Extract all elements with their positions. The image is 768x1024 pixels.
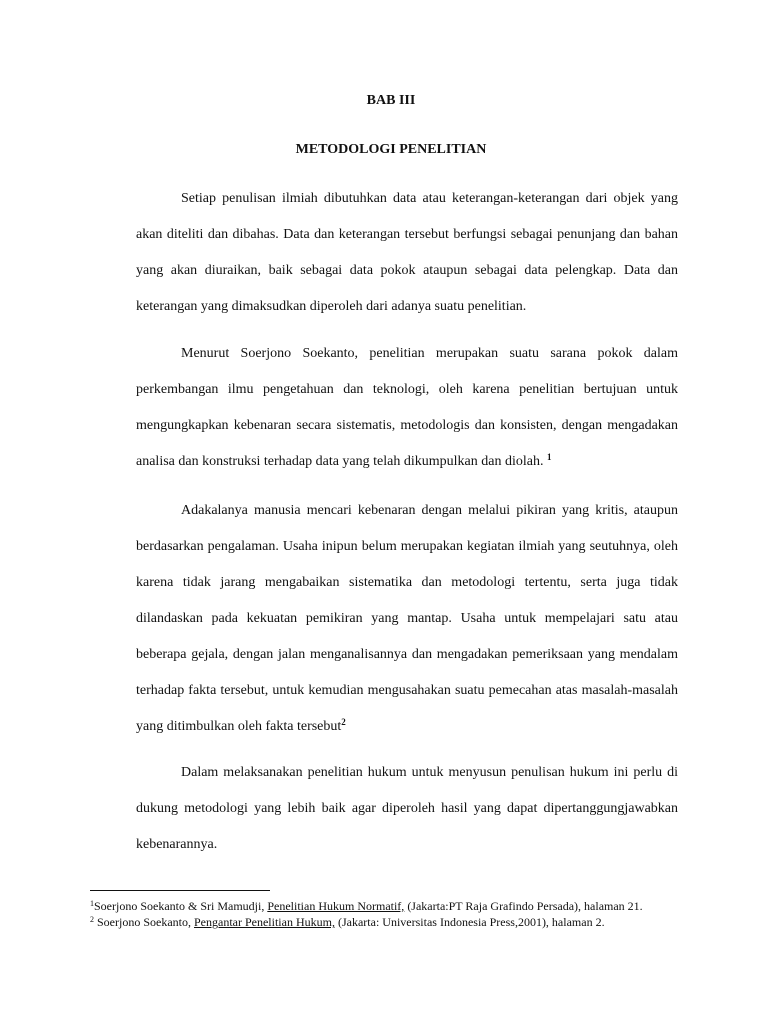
footnote-text: (Jakarta:PT Raja Grafindo Persada), halaman 21. (404, 899, 643, 913)
paragraph (136, 493, 678, 745)
footnote-book-title: Pengantar Penelitian Hukum, (194, 915, 335, 929)
footnote-1 (90, 898, 710, 914)
footnotes (90, 872, 710, 930)
footnote-spacer (90, 872, 710, 898)
footnote-reference[interactable]: 1 (546, 452, 552, 462)
footnote-2 (90, 914, 710, 930)
footnote-marker: 1 (90, 899, 94, 908)
footnote-reference[interactable]: 2 (341, 717, 346, 727)
footnote-text: Soerjono Soekanto & Sri Mamudji, (94, 899, 268, 913)
paragraph-text: Adakalanya manusia mencari kebenaran dengan melalui pikiran yang kritis, ataupun berdasarkan pengalaman. Usaha inipun belum merupakan kegiatan ilmiah yang seutuhnya, oleh karena tidak jarang mengabaikan sistematika dan metodologi tertentu, serta juga tidak dilandaskan pada kekuatan pemikiran yang mantap. Usaha untuk mempelajari satu atau beberapa gejala, dengan jalan menganalisannya dan mengadakan pemeriksaan yang mendalam terhadap fakta tersebut, untuk kemudian mengusahakan suatu pemecahan atas masalah-masalah yang ditimbulkan oleh fakta tersebut (136, 503, 678, 734)
chapter-title: METODOLOGI PENELITIAN (295, 142, 487, 157)
paragraph (136, 181, 678, 325)
paragraph-text: Menurut Soerjono Soekanto, penelitian merupakan suatu sarana pokok dalam perkembangan ilmu pengetahuan dan teknologi, oleh karena penelitian bertujuan untuk mengungkapkan kebenaran secara sistematis, metodologis dan konsisten, dengan mengadakan analisa dan konstruksi terhadap data yang telah dikumpulkan dan diolah. (136, 346, 678, 469)
paragraph (136, 755, 678, 863)
footnote-text: (Jakarta: Universitas Indonesia Press,2001), halaman 2. (334, 915, 605, 929)
paragraph-text: Dalam melaksanakan penelitian hukum untuk menyusun penulisan hukum ini perlu di dukung metodologi yang lebih baik agar diperoleh hasil yang dapat dipertanggungjawabkan kebenarannya. (136, 765, 678, 852)
chapter-heading: BAB III (366, 93, 416, 108)
footnote-book-title: Penelitian Hukum Normatif, (267, 899, 405, 913)
paragraph-text: Setiap penulisan ilmiah dibutuhkan data atau keterangan-keterangan dari objek yang akan diteliti dan dibahas. Data dan keterangan tersebut berfungsi sebagai penunjang dan bahan yang akan diuraikan, baik sebagai data pokok ataupun sebagai data pelengkap. Data dan keterangan yang dimaksudkan diperoleh dari adanya suatu penelitian. (136, 191, 678, 314)
footnote-text: Soerjono Soekanto, (94, 915, 194, 929)
paragraph (136, 336, 678, 480)
footnote-marker: 2 (90, 915, 94, 924)
